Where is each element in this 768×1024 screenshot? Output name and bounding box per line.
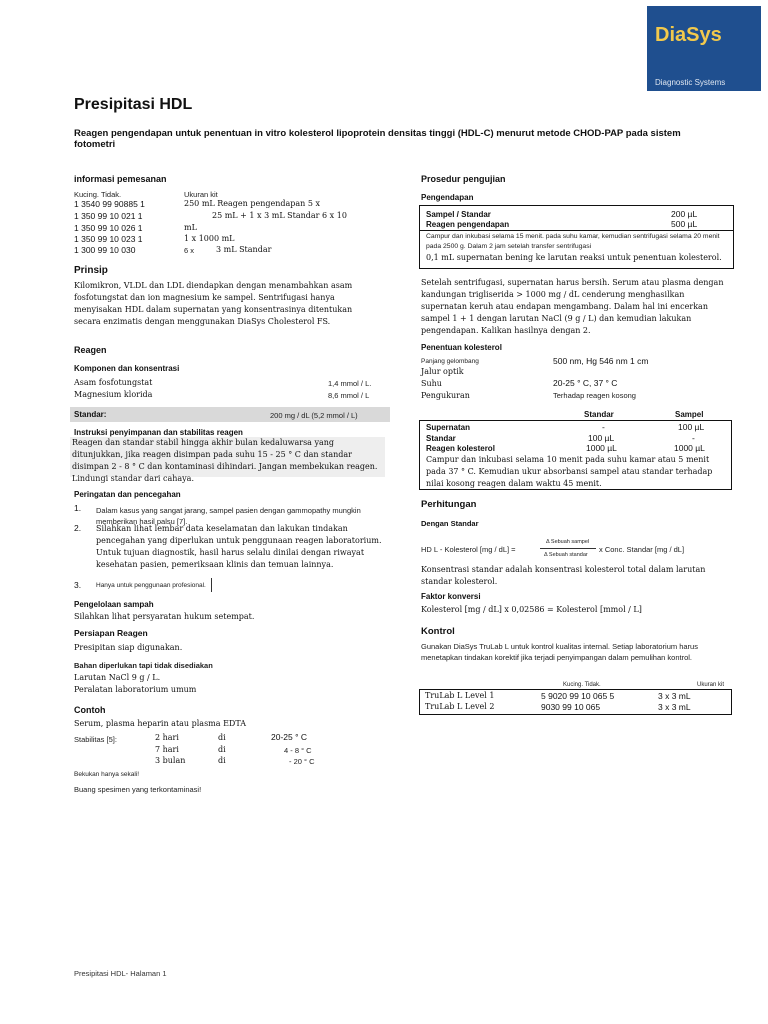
penentuan-tr-3-sampel: 1000 µL [674,443,705,453]
ordering-row-3-no: 1 350 99 10 026 1 [74,223,143,233]
ordering-row-5-prefix: 6 x [184,246,195,255]
penentuan-tr-3-label: Reagen kolesterol [426,444,495,453]
penentuan-row-3-label: Suhu [421,379,442,388]
dengan-standar-heading: Dengan Standar [421,519,479,528]
kontrol-col-catno: Kucing. Tidak. [563,682,601,688]
penentuan-heading: Penentuan kolesterol [421,343,502,352]
penentuan-tr-2-label: Standar [426,434,456,443]
ordering-row-4-kit: 1 x 1000 mL [184,234,235,243]
penentuan-col-standar: Standar [584,410,614,419]
logo-brand: DiaSys [655,24,722,46]
penentuan-row-1-label: Panjang gelombang [421,358,479,365]
peringatan-2-text: Silahkan lihat lembar data keselamatan dan lakukan tindakan pencegahan yang diperlukan untuk penggunaan reagen laboratorium. Untuk tujuan diagnostik, hasil harus selalu dinilai dengan riwayat kesehatan pasien, pemeriksaan klinis dan temuan lainnya. [96,524,382,569]
bahan-item-1: Larutan NaCl 9 g / L. [74,673,161,682]
stab-row-1-temp: 20-25 ° C [271,732,308,742]
ordering-heading: informasi pemesanan [74,174,167,184]
komponen-1-value: 1,4 mmol / L. [328,379,372,388]
stab-row-2-time: 7 hari [155,745,179,754]
standar-label: Standar: [74,410,107,419]
komponen-heading: Komponen dan konsentrasi [74,364,180,373]
formula-fraction-bar [540,548,596,549]
peringatan-1-num: 1. [74,503,82,513]
formula-denominator: Δ Sebuah standar [544,552,588,558]
perhitungan-heading: Perhitungan [421,499,477,510]
penentuan-row-4-label: Pengukuran [421,391,470,400]
ordering-row-3-kit: mL [184,223,197,232]
page-footer: Presipitasi HDL- Halaman 1 [74,969,167,978]
formula-left: HD L - Kolesterol [mg / dL] = [421,545,516,554]
storage-box [70,437,385,483]
storage-heading: Instruksi penyimpanan dan stabilitas reagen [74,428,243,437]
storage-text: Reagen dan standar stabil hingga akhir bulan kedaluwarsa yang ditunjukkan, jika reagen disimpan pada suhu 15 - 25 ° C dan standar disimpan 2 - 8 ° C dan kontaminasi dihindari. Jangan membekukan reagen. Lindungi standar dari cahaya. [72,438,378,483]
ordering-row-1-no: 1 3540 99 90885 1 [74,199,145,209]
penentuan-tr-1-sampel: 100 µL [678,422,705,432]
ordering-row-1-kit: 250 mL Reagen pengendapan 5 x [184,199,320,208]
kontrol-heading: Kontrol [421,626,455,637]
pengendapan-row-2-value: 500 µL [671,219,698,229]
stabilitas-label: Stabilitas [5]: [74,735,117,744]
peringatan-3-text: Hanya untuk penggunaan profesional. [96,582,206,589]
penentuan-table [419,407,732,489]
bahan-heading: Bahan diperlukan tapi tidak disediakan [74,661,213,670]
kontrol-row-1-kit: 3 x 3 mL [658,691,691,701]
kontrol-row-1-no: 5 9020 99 10 065 5 [541,691,615,701]
persiapan-text: Presipitan siap digunakan. [74,643,183,652]
standar-bar [70,407,390,422]
peringatan-heading: Peringatan dan pencegahan [74,490,181,499]
pengendapan-row-1-value: 200 µL [671,209,698,219]
peringatan-3-num: 3. [74,580,82,590]
penentuan-table-note: Campur dan inkubasi selama 10 menit pada suhu kamar atau 5 menit pada 37 ° C. Kemudian ukur absorbansi sampel atau standar terhadap nilai kosong reagen dalam waktu 45 menit. [426,455,713,488]
prosedur-heading: Prosedur pengujian [421,174,506,184]
penentuan-tr-1-standar: - [602,422,605,432]
contoh-text: Serum, plasma heparin atau plasma EDTA [74,719,247,728]
pengendapan-heading: Pengendapan [421,193,474,202]
document-title: Presipitasi HDL [74,96,193,113]
formula-right: x Conc. Standar [mg / dL] [599,545,685,554]
contoh-note-1: Bekukan hanya sekali! [74,771,140,778]
kontrol-row-1-name: TruLab L Level 1 [425,691,495,700]
stab-row-3-at: di [218,756,226,765]
pengendapan-box [419,205,734,269]
penentuan-col-sampel: Sampel [675,410,704,419]
pengelolaan-text: Silahkan lihat persyaratan hukum setempat. [74,612,255,621]
perhitungan-note: Konsentrasi standar adalah konsentrasi kolesterol total dalam larutan standar kolesterol. [421,565,706,586]
stab-row-1-at: di [218,733,226,742]
pengendapan-divider [420,230,733,231]
ordering-row-4-no: 1 350 99 10 023 1 [74,234,143,244]
kontrol-table [419,681,732,715]
penentuan-tr-1-label: Supernatan [426,423,471,432]
penentuan-tr-2-standar: 100 µL [588,433,615,443]
formula-numerator: Δ Sebuah sampel [546,539,590,545]
penentuan-tr-2-sampel: - [692,433,695,443]
contoh-note-2: Buang spesimen yang terkontaminasi! [74,785,202,794]
stab-row-2-temp: 4 - 8 ° C [284,746,312,755]
bahan-item-2: Peralatan laboratorium umum [74,685,197,694]
ordering-row-5-no: 1 300 99 10 030 [74,245,136,255]
penentuan-tr-3-standar: 1000 µL [586,443,617,453]
kontrol-text: Gunakan DiaSys TruLab L untuk kontrol kualitas internal. Setiap laboratorium harus menetapkan tindakan korektif jika terjadi penyimpangan dalam pemulihan kontrol. [421,642,698,662]
komponen-1-name: Asam fosfotungstat [74,378,153,387]
standar-value: 200 mg / dL (5,2 mmol / L) [270,411,358,420]
persiapan-heading: Persiapan Reagen [74,628,148,638]
peringatan-divider [211,578,212,592]
document-subtitle: Reagen pengendapan untuk penentuan in vitro kolesterol lipoprotein densitas tinggi (HDL-C) menurut metode CHOD-PAP pada sistem fotometri [74,128,681,150]
ordering-row-5-kit: 3 mL Standar [216,245,272,254]
peringatan-2-num: 2. [74,523,82,533]
pengendapan-box-text: Campur dan inkubasi selama 15 menit. pada suhu kamar, kemudian sentrifugasi selama 20 menit pada 2500 g. Dalam 2 jam setelah transfer sentrifugasi [426,233,720,250]
kontrol-col-kit: Ukuran kit [697,682,725,688]
peringatan-1-text: Dalam kasus yang sangat jarang, sampel pasien dengan gammopathy mungkin memberikan hasil palsu [7]. [96,506,361,526]
faktor-text: Kolesterol [mg / dL] x 0,02586 = Kolesterol [mmol / L] [421,605,642,614]
ordering-row-2-no: 1 350 99 10 021 1 [74,211,143,221]
prinsip-heading: Prinsip [74,265,108,276]
contoh-heading: Contoh [74,705,106,715]
stab-row-3-temp: - 20 ° C [289,757,315,766]
pengendapan-row-2-label: Reagen pengendapan [426,220,510,229]
stab-row-3-time: 3 bulan [155,756,186,765]
kontrol-row-2-name: TruLab L Level 2 [425,702,495,711]
prosedur-after-text: Setelah sentrifugasi, supernatan harus bersih. Serum atau plasma dengan kandungan trigliserida > 1000 mg / dL cenderung menghasilkan supernatan keruh atau endapan mengambang. Dalam hal ini encerkan sampel 1 + 1 dengan larutan NaCl (9 g / L) dan kemudian lakukan pengendapan. Kalikan hasilnya dengan 2. [421,278,724,335]
penentuan-row-3-value: 20-25 ° C, 37 ° C [553,378,618,388]
kontrol-table-box [419,689,732,715]
faktor-heading: Faktor konversi [421,592,481,601]
komponen-2-value: 8,6 mmol / L [328,391,370,400]
ordering-col-catno: Kucing. Tidak. [74,190,122,199]
kontrol-row-2-kit: 3 x 3 mL [658,702,691,712]
kontrol-row-2-no: 9030 99 10 065 [541,702,601,712]
logo-tagline: Diagnostic Systems [655,78,726,87]
ordering-col-kit: Ukuran kit [184,190,218,199]
pengelolaan-heading: Pengelolaan sampah [74,600,154,609]
penentuan-row-1-value: 500 nm, Hg 546 nm 1 cm [553,356,649,366]
diasys-logo [647,6,761,91]
stab-row-2-at: di [218,745,226,754]
stab-row-1-time: 2 hari [155,733,179,742]
pengendapan-row-1-label: Sampel / Standar [426,210,491,219]
prinsip-text: Kilomikron, VLDL dan LDL diendapkan dengan menambahkan asam fosfotungstat dan ion magnesium ke sampel. Sentrifugasi hanya menyisakan HDL dalam supernatan yang konsentrasinya ditentukan secara enzimatis dengan menggunakan DiaSys Cholesterol FS. [74,281,353,326]
penentuan-table-box [419,420,732,490]
penentuan-row-2-label: Jalur optik [421,367,464,376]
ordering-row-2-kit: 25 mL + 1 x 3 mL Standar 6 x 10 [212,211,347,220]
pengendapan-box-text-2: 0,1 mL supernatan bening ke larutan reaksi untuk penentuan kolesterol. [426,253,722,262]
penentuan-row-4-value: Terhadap reagen kosong [553,391,636,400]
reagen-heading: Reagen [74,345,107,355]
komponen-2-name: Magnesium klorida [74,390,153,399]
